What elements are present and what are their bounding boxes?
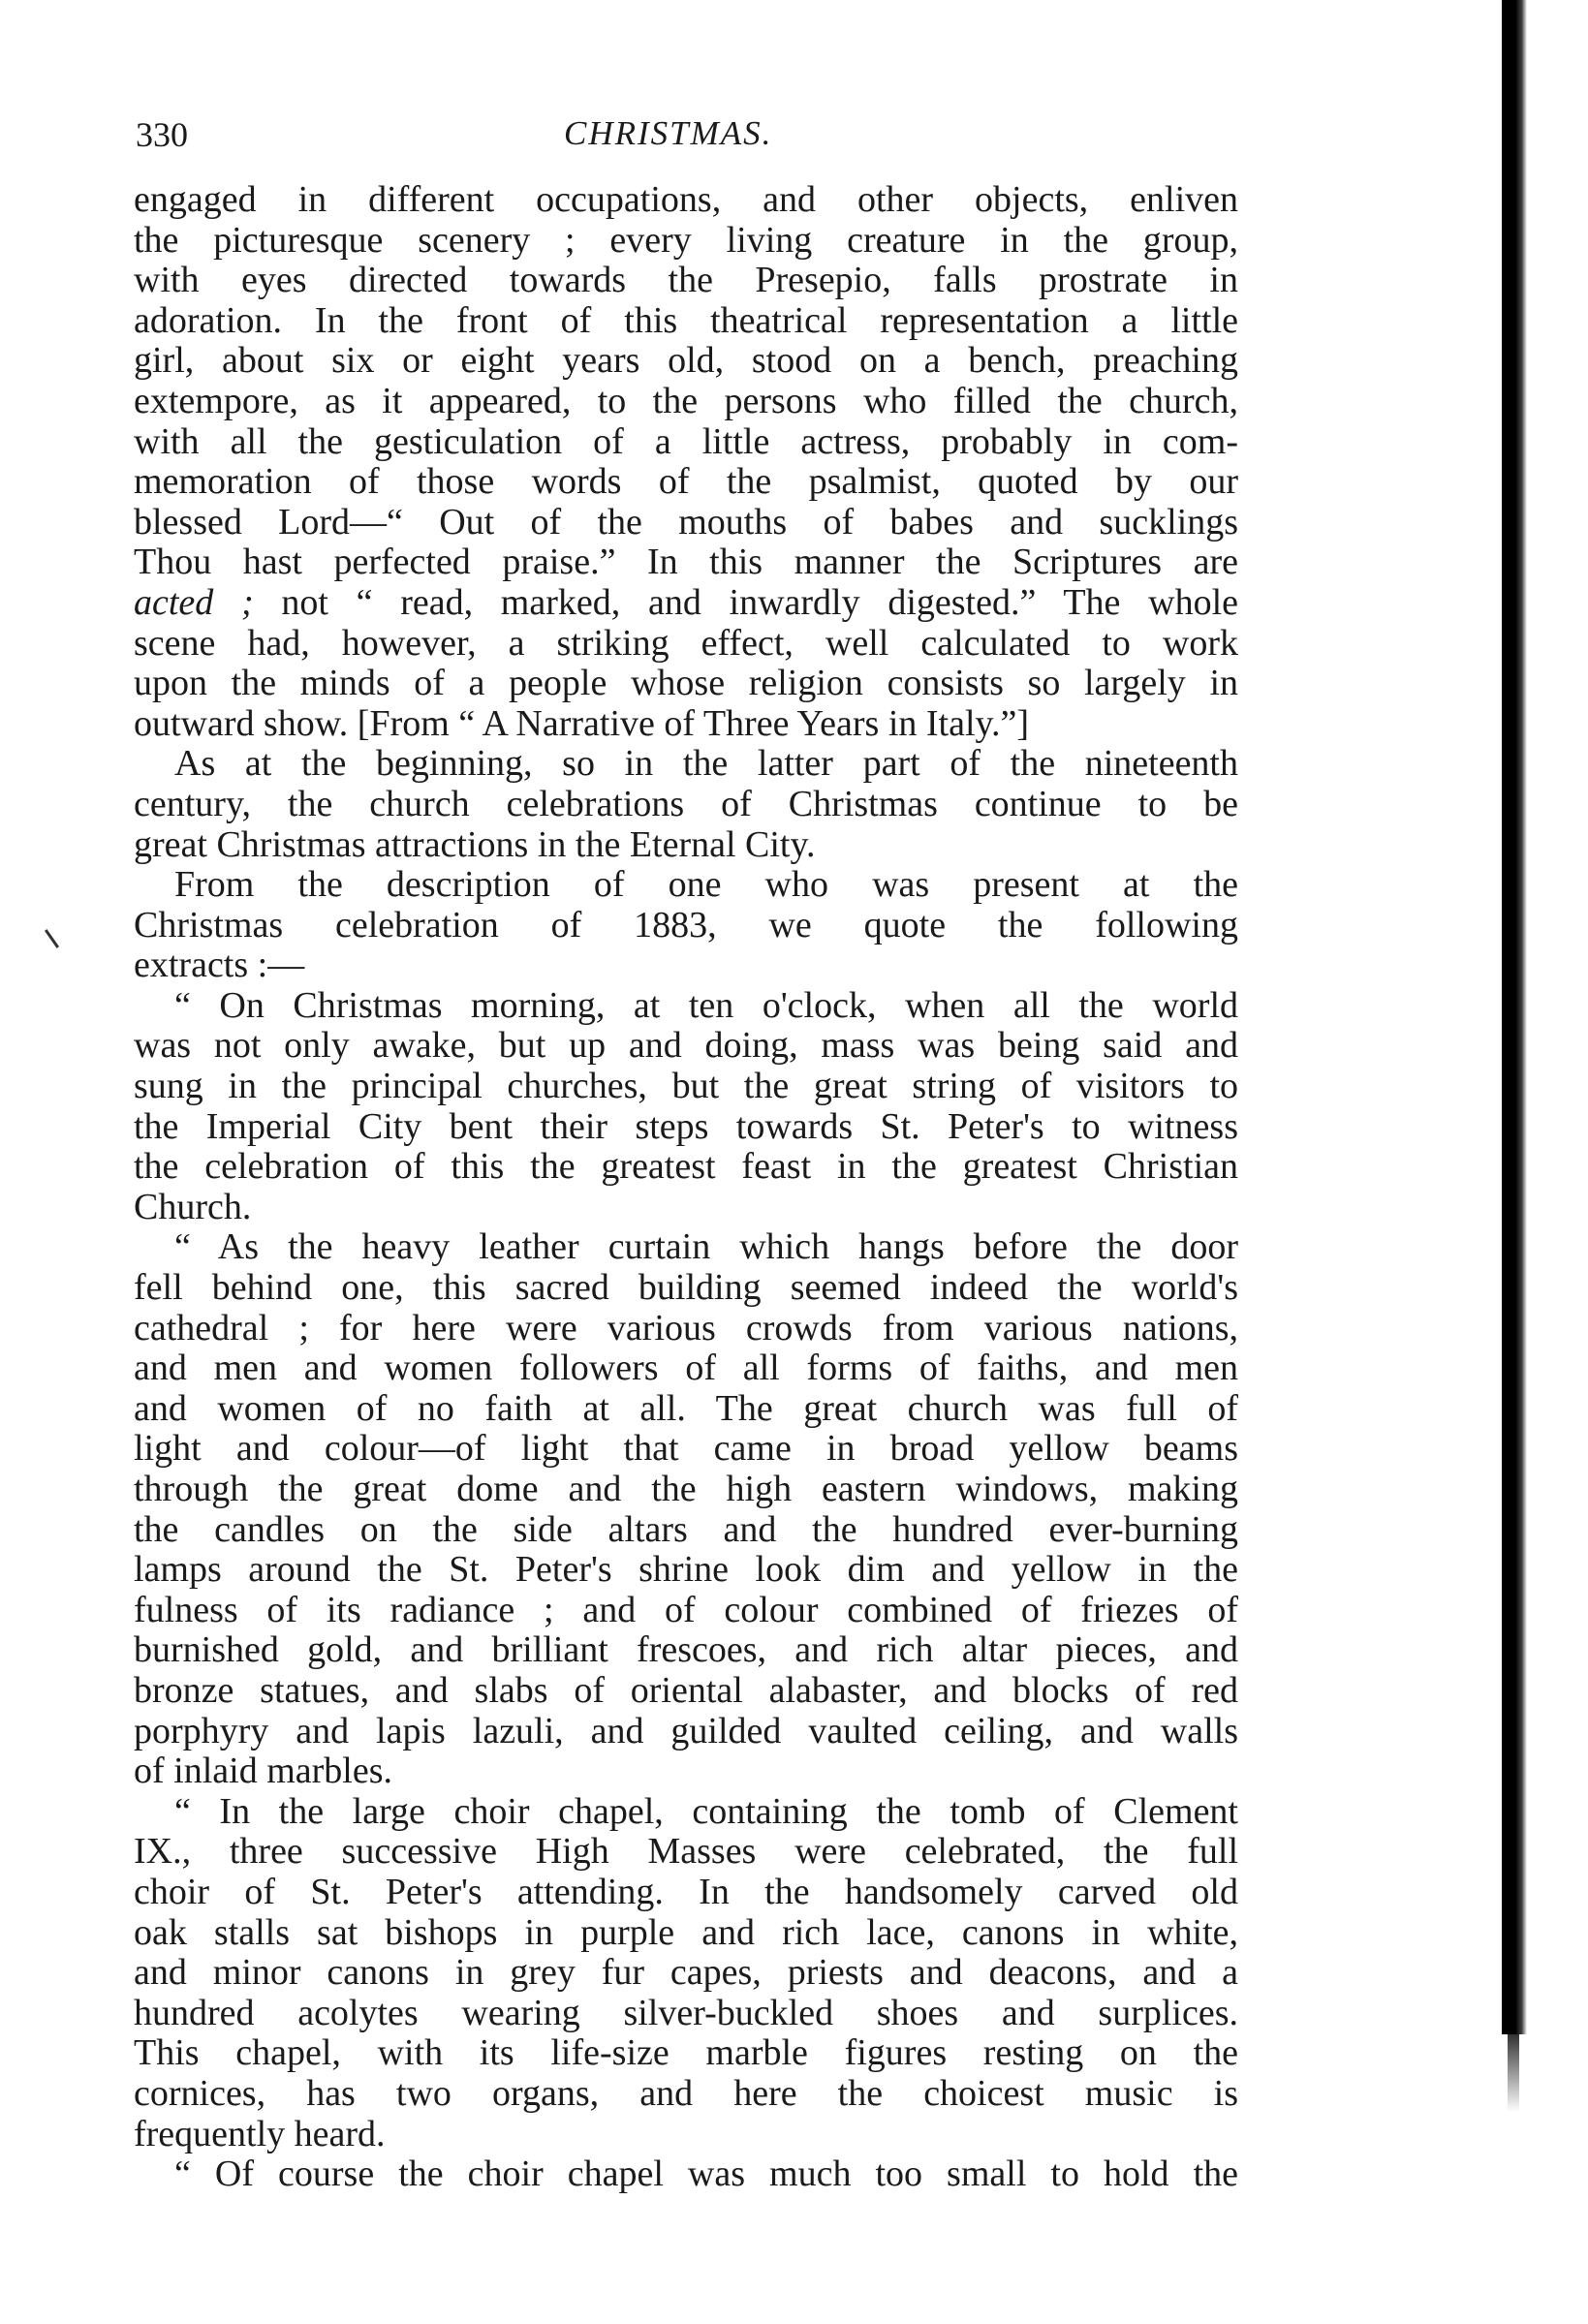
text-line: fell behind one, this sacred building seemed indeed the world's [134, 1268, 1238, 1309]
text-line-with-italic [134, 583, 1238, 624]
text-line: and women of no faith at all. The great church was full of [134, 1388, 1238, 1429]
text-line: the picturesque scenery ; every living creature in the group, [134, 220, 1238, 261]
text-line: bronze statues, and slabs of oriental alabaster, and blocks of red [134, 1670, 1238, 1711]
text-line: cornices, has two organs, and here the choicest music is [134, 2073, 1238, 2114]
italic-word: acted ; [134, 582, 254, 623]
text-line: oak stalls sat bishops in purple and rich lace, canons in white, [134, 1912, 1238, 1953]
text-line: upon the minds of a people whose religion consists so largely in [134, 664, 1238, 704]
text-line: was not only awake, but up and doing, mass was being said and [134, 1026, 1238, 1067]
text-line: IX., three successive High Masses were celebrated, the full [134, 1832, 1238, 1873]
text-line: “ As the heavy leather curtain which hangs before the door [174, 1227, 1238, 1268]
text-line: frequently heard. [134, 2114, 386, 2154]
running-head [136, 114, 1250, 163]
text-line: memoration of those words of the psalmist, quoted by our [134, 462, 1238, 503]
text-line: extempore, as it appeared, to the persons who filled the church, [134, 381, 1238, 421]
text-line: “ Of course the choir chapel was much too small to hold the [174, 2154, 1238, 2195]
text-line: and men and women followers of all forms of faiths, and men [134, 1348, 1238, 1389]
text-line: hundred acolytes wearing silver-buckled shoes and surplices. [134, 1993, 1238, 2033]
text-line: through the great dome and the high eastern windows, making [134, 1470, 1238, 1509]
text-line: the Imperial City bent their steps towards St. Peter's to witness [134, 1106, 1238, 1147]
text-line: cathedral ; for here were various crowds from various nations, [134, 1308, 1238, 1348]
page-number: 330 [136, 115, 188, 154]
text-line: and minor canons in grey fur capes, priests and deacons, and a [134, 1953, 1238, 1994]
text-line: sung in the principal churches, but the great string of visitors to [134, 1067, 1238, 1107]
text-line: the celebration of this the greatest feast in the greatest Christian [134, 1147, 1238, 1188]
text-line: the candles on the side altars and the hundred ever-burning [134, 1509, 1238, 1550]
text-line: blessed Lord—“ Out of the mouths of babes and sucklings [134, 502, 1238, 542]
text-line: adoration. In the front of this theatrical representation a little [134, 300, 1238, 341]
text-line: choir of St. Peter's attending. In the handsomely carved old [134, 1872, 1238, 1912]
text-line: of inlaid marbles. [134, 1751, 392, 1792]
text-line: As at the beginning, so in the latter part of the nineteenth [174, 744, 1238, 785]
stray-mark [45, 929, 59, 948]
text-line: From the description of one who was present at the [174, 865, 1238, 906]
text-line: engaged in different occupations, and other objects, enliven [134, 180, 1238, 220]
text-line: This chapel, with its life-size marble figures resting on the [134, 2033, 1238, 2074]
text-line: extracts :— [134, 945, 305, 986]
running-title: CHRISTMAS. [564, 114, 773, 152]
text-line: burnished gold, and brilliant frescoes, and rich altar pieces, and [134, 1630, 1238, 1671]
binding-edge-shadow [1508, 2034, 1519, 2112]
body-text [134, 180, 1238, 2195]
text-line: Thou hast perfected praise.” In this manner the Scriptures are [134, 542, 1238, 583]
text-line: lamps around the St. Peter's shrine look dim and yellow in the [134, 1550, 1238, 1591]
text-line: “ On Christmas morning, at ten o'clock, when all the world [174, 985, 1238, 1026]
text-line: scene had, however, a striking effect, well calculated to work [134, 623, 1238, 664]
text-line: Church. [134, 1187, 252, 1227]
text-line: “ In the large choir chapel, containing the tomb of Clement [174, 1791, 1238, 1832]
text-line: light and colour—of light that came in broad yellow beams [134, 1429, 1238, 1470]
text-line: Christmas celebration of 1883, we quote the following [134, 905, 1238, 945]
text-line: outward show. [From “ A Narrative of Three Years in Italy.”] [134, 703, 1030, 744]
text-line: fulness of its radiance ; and of colour combined of friezes of [134, 1590, 1238, 1630]
text-line: porphyry and lapis lazuli, and guilded vaulted ceiling, and walls [134, 1711, 1238, 1751]
binding-edge [1502, 0, 1527, 2034]
text-line: great Christmas attractions in the Eternal City. [134, 824, 816, 865]
text-line: with eyes directed towards the Presepio, falls prostrate in [134, 261, 1238, 301]
text-line: girl, about six or eight years old, stood on a bench, preaching [134, 341, 1238, 382]
text-line-rest: not “ read, marked, and inwardly digested.” The whole [281, 582, 1238, 623]
text-line: with all the gesticulation of a little actress, probably in com- [134, 421, 1238, 462]
text-line: century, the church celebrations of Christmas continue to be [134, 784, 1238, 824]
